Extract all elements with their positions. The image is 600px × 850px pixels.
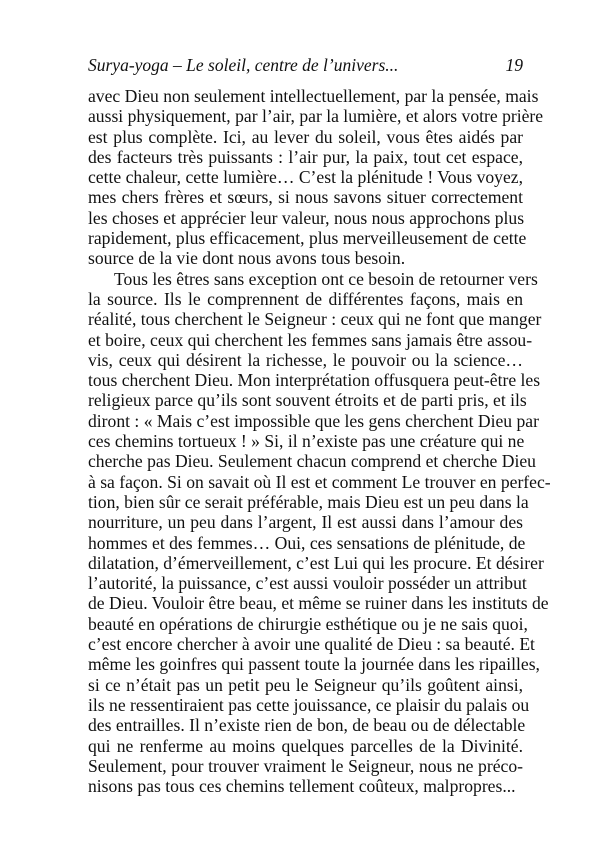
- running-title: Surya-yoga – Le soleil, centre de l’univers...: [88, 55, 399, 75]
- text-line: réalité, tous cherchent le Seigneur : ceux qui ne font que manger: [88, 309, 542, 330]
- text-line: mes chers frères et sœurs, si nous savons situer correctement: [88, 187, 523, 208]
- text-line: diront : « Mais c’est impossible que les gens cherchent Dieu par: [88, 410, 539, 431]
- text-line: beauté en opérations de chirurgie esthétique ou je ne sais quoi,: [88, 613, 528, 634]
- text-line: dilatation, d’émerveillement, c’est Lui qui les procure. Et désirer: [88, 552, 544, 573]
- text-line: cherche pas Dieu. Seulement chacun comprend et cherche Dieu: [88, 451, 536, 472]
- text-line: la source. Ils le comprennent de différentes façons, mais en: [88, 288, 523, 309]
- text-line: vis, ceux qui désirent la richesse, le pouvoir ou la science…: [88, 349, 523, 370]
- running-header: [88, 54, 523, 76]
- text-line: Tous les êtres sans exception ont ce besoin de retourner vers: [114, 268, 538, 289]
- text-line: des entrailles. Il n’existe rien de bon, de beau ou de délectable: [88, 715, 526, 736]
- text-line: si ce n’était pas un petit peu le Seigneur qu’ils goûtent ainsi,: [88, 674, 523, 695]
- text-line: source de la vie dont nous avons tous besoin.: [88, 248, 406, 269]
- text-line: religieux parce qu’ils sont souvent étroits et de parti pris, et ils: [88, 390, 527, 411]
- text-line: les choses et apprécier leur valeur, nous nous approchons plus: [88, 207, 525, 228]
- text-line: tous cherchent Dieu. Mon interprétation offusquera peut-être les: [88, 370, 541, 391]
- text-line: à sa façon. Si on savait où Il est et comment Le trouver en perfec-: [88, 471, 551, 492]
- text-line: cette chaleur, cette lumière… C’est la plénitude ! Vous voyez,: [88, 167, 523, 188]
- text-line: même les goinfres qui passent toute la journée dans les ripailles,: [88, 654, 540, 675]
- text-line: rapidement, plus efficacement, plus merveilleusement de cette: [88, 228, 527, 249]
- text-line: de Dieu. Vouloir être beau, et même se ruiner dans les instituts de: [88, 593, 549, 614]
- text-line: tion, bien sûr ce serait préférable, mais Dieu est un peu dans la: [88, 491, 529, 512]
- text-line: avec Dieu non seulement intellectuellement, par la pensée, mais: [88, 86, 539, 106]
- text-line: des facteurs très puissants : l’air pur, la paix, tout cet espace,: [88, 146, 523, 167]
- text-line: l’autorité, la puissance, c’est aussi vouloir posséder un attribut: [88, 573, 527, 594]
- text-line: hommes et des femmes… Oui, ces sensations de plénitude, de: [88, 532, 526, 553]
- body-text: [88, 86, 551, 797]
- paragraph-1: [88, 86, 544, 269]
- paragraph-2: [88, 268, 551, 797]
- text-line: et boire, ceux qui cherchent les femmes sans jamais être assou-: [88, 329, 533, 350]
- text-line: qui ne renferme au moins quelques parcelles de la Divinité.: [88, 735, 523, 756]
- text-line: c’est encore chercher à avoir une qualité de Dieu : sa beauté. Et: [88, 634, 535, 655]
- text-line: Seulement, pour trouver vraiment le Seigneur, nous ne préco-: [88, 755, 523, 776]
- text-line: nisons pas tous ces chemins tellement coûteux, malpropres...: [88, 776, 516, 797]
- text-line: nourriture, un peu dans l’argent, Il est aussi dans l’amour des: [88, 512, 523, 533]
- text-line: ils ne ressentiraient pas cette jouissance, ce plaisir du palais ou: [88, 694, 530, 715]
- text-line: ces chemins tortueux ! » Si, il n’existe pas une créature qui ne: [88, 431, 525, 452]
- text-line: est plus complète. Ici, au lever du soleil, vous êtes aidés par: [88, 126, 523, 147]
- text-line: aussi physiquement, par l’air, par la lumière, et alors votre prière: [88, 106, 544, 127]
- page-number: 19: [505, 55, 523, 75]
